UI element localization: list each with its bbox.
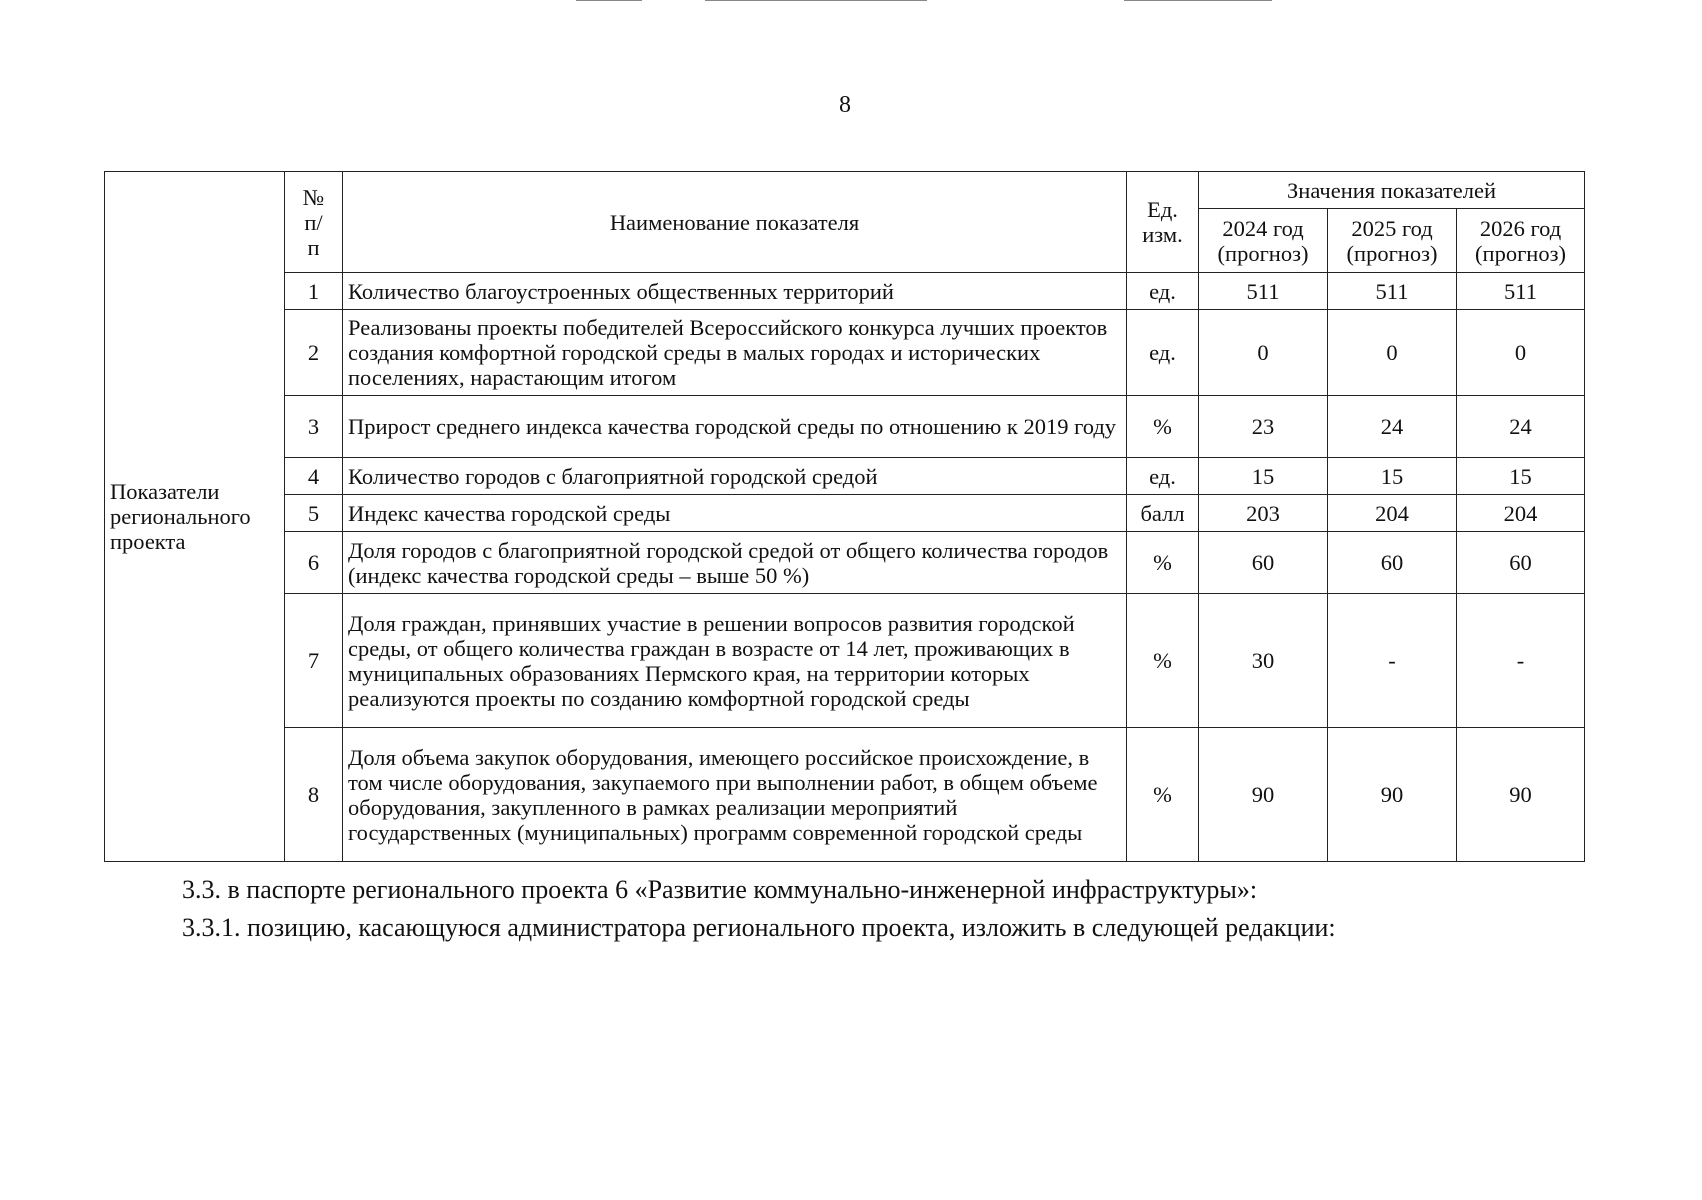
- row-unit: %: [1127, 532, 1199, 594]
- row-value-2025: 24: [1328, 396, 1457, 458]
- row-value-2025: 204: [1328, 495, 1457, 532]
- row-name: Доля объема закупок оборудования, имеющего российское происхождение, в том числе оборудования, закупаемого при выполнении работ, в общем объеме оборудования, закупленного в рамках реализации мероприятий государственных (муниципальных) программ современной городской среды: [343, 728, 1127, 862]
- table-row: [105, 458, 1585, 495]
- page-number: 8: [839, 92, 851, 118]
- row-name: Количество городов с благоприятной городской средой: [343, 458, 1127, 495]
- row-name: Реализованы проекты победителей Всероссийского конкурса лучших проектов создания комфортной городской среды в малых городах и исторических поселениях, нарастающим итогом: [343, 310, 1127, 396]
- row-value-2025: 15: [1328, 458, 1457, 495]
- row-num: 6: [285, 532, 343, 594]
- row-num: 4: [285, 458, 343, 495]
- row-value-2025: -: [1328, 594, 1457, 728]
- row-value-2026: 511: [1457, 273, 1585, 310]
- row-num: 2: [285, 310, 343, 396]
- row-name: Количество благоустроенных общественных территорий: [343, 273, 1127, 310]
- scan-artifact-line: [1124, 0, 1272, 1]
- row-num: 3: [285, 396, 343, 458]
- row-value-2026: 60: [1457, 532, 1585, 594]
- paragraph-3-3: 3.3. в паспорте регионального проекта 6 «Развитие коммунально-инженерной инфраструктуры»:: [182, 875, 1258, 904]
- row-name: Индекс качества городской среды: [343, 495, 1127, 532]
- row-value-2024: 60: [1199, 532, 1328, 594]
- table-row: [105, 728, 1585, 862]
- row-name: Доля городов с благоприятной городской средой от общего количества городов (индекс качества городской среды – выше 50 %): [343, 532, 1127, 594]
- row-value-2024: 15: [1199, 458, 1328, 495]
- header-year: 2026 год (прогноз): [1457, 209, 1585, 273]
- row-value-2024: 511: [1199, 273, 1328, 310]
- table-row: [105, 495, 1585, 532]
- row-unit: ед.: [1127, 458, 1199, 495]
- table-row: [105, 310, 1585, 396]
- row-name: Прирост среднего индекса качества городской среды по отношению к 2019 году: [343, 396, 1127, 458]
- row-unit: %: [1127, 728, 1199, 862]
- row-num: 5: [285, 495, 343, 532]
- row-value-2025: 60: [1328, 532, 1457, 594]
- header-num: № п/п: [285, 172, 343, 273]
- header-unit: Ед. изм.: [1127, 172, 1199, 273]
- scan-artifact-line: [576, 0, 642, 1]
- row-name: Доля граждан, принявших участие в решении вопросов развития городской среды, от общего количества граждан в возрасте от 14 лет, проживающих в муниципальных образованиях Пермского края, на территории которых реализуются проекты по созданию комфортной городской среды: [343, 594, 1127, 728]
- row-value-2026: 204: [1457, 495, 1585, 532]
- header-year: 2025 год (прогноз): [1328, 209, 1457, 273]
- row-value-2024: 30: [1199, 594, 1328, 728]
- row-num: 8: [285, 728, 343, 862]
- row-unit: ед.: [1127, 273, 1199, 310]
- row-num: 1: [285, 273, 343, 310]
- header-values-group: Значения показателей: [1199, 172, 1585, 209]
- section-label: Показатели регионального проекта: [105, 172, 285, 862]
- row-value-2025: 511: [1328, 273, 1457, 310]
- row-value-2024: 23: [1199, 396, 1328, 458]
- row-value-2026: 15: [1457, 458, 1585, 495]
- row-value-2024: 0: [1199, 310, 1328, 396]
- row-value-2026: -: [1457, 594, 1585, 728]
- paragraph-3-3-1: 3.3.1. позицию, касающуюся администратора регионального проекта, изложить в следующей редакции:: [182, 913, 1336, 942]
- row-unit: %: [1127, 396, 1199, 458]
- table-row: [105, 396, 1585, 458]
- row-value-2025: 90: [1328, 728, 1457, 862]
- row-unit: %: [1127, 594, 1199, 728]
- row-unit: ед.: [1127, 310, 1199, 396]
- row-value-2025: 0: [1328, 310, 1457, 396]
- table-header-row: [105, 172, 1585, 209]
- row-value-2024: 90: [1199, 728, 1328, 862]
- scan-artifact-line: [705, 0, 927, 1]
- header-year: 2024 год (прогноз): [1199, 209, 1328, 273]
- row-value-2026: 90: [1457, 728, 1585, 862]
- row-num: 7: [285, 594, 343, 728]
- row-value-2024: 203: [1199, 495, 1328, 532]
- table-row: [105, 273, 1585, 310]
- table-row: [105, 532, 1585, 594]
- table-row: [105, 594, 1585, 728]
- indicators-table: [104, 171, 1585, 862]
- row-unit: балл: [1127, 495, 1199, 532]
- row-value-2026: 24: [1457, 396, 1585, 458]
- header-name: Наименование показателя: [343, 172, 1127, 273]
- row-value-2026: 0: [1457, 310, 1585, 396]
